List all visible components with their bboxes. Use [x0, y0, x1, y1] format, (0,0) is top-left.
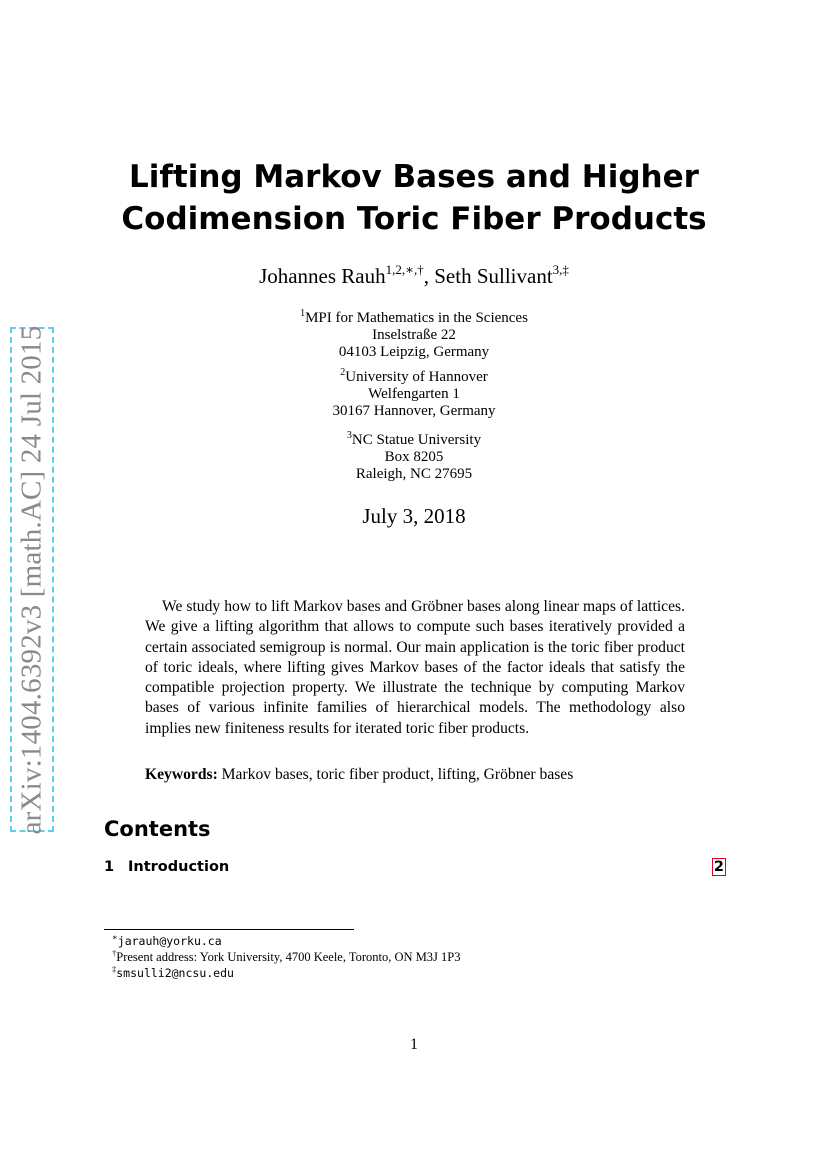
footnote-rule: [104, 929, 354, 930]
paper-date: July 3, 2018: [362, 504, 466, 528]
toc-page-link[interactable]: 2: [713, 859, 724, 875]
footnotes: [112, 933, 461, 981]
affiliation-line: NC Statue University: [351, 432, 482, 448]
affiliation-line: Raleigh, NC 27695: [355, 466, 473, 482]
affiliation-mark: 2: [340, 367, 346, 378]
title-line-1: Lifting Markov Bases and Higher: [129, 159, 699, 195]
footnote-mark: †: [112, 948, 117, 958]
arxiv-stamp[interactable]: [10, 327, 54, 832]
affiliation-mark: 3: [346, 430, 352, 441]
author-list: [100, 262, 728, 290]
contents-heading: Contents: [104, 817, 211, 841]
footnote: [112, 949, 461, 965]
affiliation-3: [100, 432, 728, 483]
toc-entry-number: 1: [104, 859, 115, 875]
author-marks: 1,2,∗,†: [385, 262, 424, 277]
affiliation-line: Welfengarten 1: [368, 386, 460, 402]
footnote: [112, 965, 461, 981]
page-number: 1: [410, 1036, 418, 1053]
affiliation-line: 30167 Hannover, Germany: [332, 403, 496, 419]
affiliation-line: Inselstraße 22: [372, 327, 456, 343]
title-line-2: Codimension Toric Fiber Products: [121, 201, 707, 237]
affiliation-line: Box 8205: [384, 449, 444, 465]
author-name: Seth Sullivant: [434, 264, 553, 288]
affiliation-1: [100, 310, 728, 361]
affiliation-mark: 1: [300, 308, 306, 319]
author-separator: ,: [423, 264, 435, 288]
footnote-mark: ‡: [112, 964, 117, 974]
footnote-mark: ∗: [112, 932, 118, 942]
keywords-label: Keywords:: [145, 766, 218, 783]
keywords: [145, 765, 705, 785]
footnote: [112, 933, 461, 949]
author-marks: 3,‡: [552, 262, 569, 277]
keywords-text: Markov bases, toric fiber product, lifting, Gröbner bases: [221, 766, 574, 783]
affiliation-line: MPI for Mathematics in the Sciences: [305, 310, 528, 326]
toc-entry[interactable]: [104, 857, 726, 877]
author-name: Johannes Rauh: [259, 264, 386, 288]
footnote-text: Present address: York University, 4700 Keele, Toronto, ON M3J 1P3: [116, 950, 461, 964]
abstract: We study how to lift Markov bases and Gröbner bases along linear maps of lattices. We give a lifting algorithm that allows to compute such bases iteratively provided a certain associated semigroup is normal. Our main application is the toric fiber product of toric ideals, where lifting gives Markov bases of the factor ideals that satisfy the compatible projection property. We illustrate the technique by computing Markov bases of various infinite families of hierarchical models. The methodology also implies new finiteness results for iterated toric fiber products.: [145, 598, 685, 737]
affiliation-line: 04103 Leipzig, Germany: [338, 344, 490, 360]
arxiv-identifier[interactable]: arXiv:1404.6392v3 [math.AC] 24 Jul 2015: [15, 325, 48, 834]
footnote-email[interactable]: jarauh@yorku.ca: [117, 934, 222, 948]
paper-title: [100, 156, 728, 240]
affiliation-2: [100, 369, 728, 420]
affiliation-line: University of Hannover: [345, 369, 488, 385]
footnote-email[interactable]: smsulli2@ncsu.edu: [116, 966, 234, 980]
toc-entry-title[interactable]: Introduction: [128, 859, 230, 875]
